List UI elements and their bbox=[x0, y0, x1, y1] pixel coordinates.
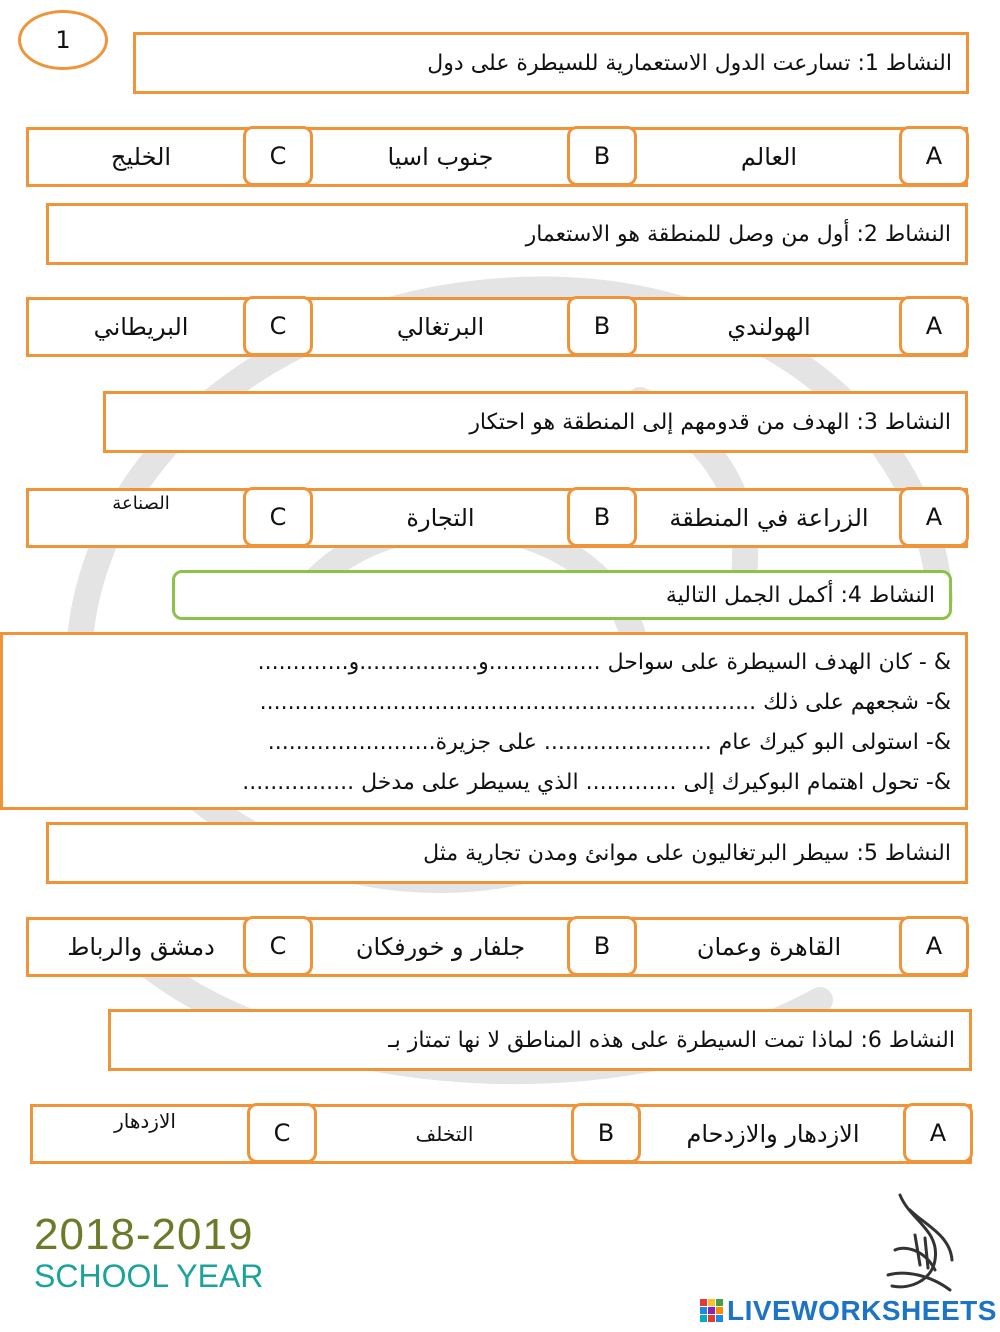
liveworksheets-logo[interactable] bbox=[700, 1295, 997, 1327]
activity-2-options bbox=[26, 297, 968, 357]
activity-4-line-4[interactable]: &- تحول اهتمام البوكيرك إلى ............. الذي يسيطر على مدخل ................ bbox=[242, 770, 951, 795]
activity-5-option-a-letter[interactable]: A bbox=[899, 916, 969, 976]
activity-3-option-c-letter[interactable]: C bbox=[243, 487, 313, 547]
activity-4-line-3[interactable]: &- استولى البو كيرك عام ........................ على جزيرة........................ bbox=[267, 730, 951, 755]
activity-6-option-a-letter[interactable]: A bbox=[903, 1103, 973, 1163]
footer-school-year: SCHOOL YEAR bbox=[34, 1258, 264, 1294]
activity-1-option-a[interactable]: العالم bbox=[740, 143, 798, 171]
activity-5-option-c[interactable]: دمشق والرباط bbox=[67, 933, 215, 961]
activity-6-option-c[interactable]: الازدهار bbox=[114, 1109, 176, 1133]
activity-6-option-a[interactable]: الازدهار والازدحام bbox=[686, 1120, 860, 1148]
activity-5-option-b[interactable]: جلفار و خورفكان bbox=[355, 933, 526, 961]
activity-2-option-b-letter[interactable]: B bbox=[567, 296, 637, 356]
activity-6-question bbox=[108, 1009, 972, 1071]
activity-1-option-c[interactable]: الخليج bbox=[110, 143, 172, 171]
activity-3-options bbox=[26, 488, 968, 548]
activity-5-question bbox=[46, 822, 968, 884]
activity-4-line-2[interactable]: &- شجعهم على ذلك ....................................................................... bbox=[259, 690, 951, 715]
activity-6-option-b[interactable]: التخلف bbox=[415, 1122, 474, 1146]
activity-1-options bbox=[26, 127, 968, 187]
activity-1-option-b[interactable]: جنوب اسيا bbox=[387, 143, 494, 171]
activity-3-option-c[interactable]: الصناعة bbox=[112, 493, 170, 514]
activity-3-option-b-letter[interactable]: B bbox=[567, 487, 637, 547]
activity-2-option-b[interactable]: البرتغالي bbox=[396, 313, 485, 341]
activity-2-question bbox=[46, 203, 968, 265]
activity-5-question-text: النشاط 5: سيطر البرتغاليون على موانئ ومدن تجارية مثل bbox=[423, 840, 951, 866]
activity-3-question bbox=[103, 391, 968, 453]
activity-6-option-c-letter[interactable]: C bbox=[247, 1103, 317, 1163]
activity-5-option-a[interactable]: القاهرة وعمان bbox=[696, 933, 842, 961]
activity-2-question-text: النشاط 2: أول من وصل للمنطقة هو الاستعمار bbox=[525, 221, 951, 247]
activity-1-question-text: النشاط 1: تسارعت الدول الاستعمارية للسيطرة على دول bbox=[427, 50, 952, 76]
activity-3-option-a-letter[interactable]: A bbox=[899, 487, 969, 547]
activity-2-option-c-letter[interactable]: C bbox=[243, 296, 313, 356]
activity-5-options bbox=[26, 917, 968, 977]
activity-1-option-a-letter[interactable]: A bbox=[899, 126, 969, 186]
activity-4-fill-in-box bbox=[0, 632, 968, 810]
calligraphy-logo-icon bbox=[880, 1190, 960, 1300]
page-number: 1 bbox=[55, 26, 71, 54]
activity-4-question-text: النشاط 4: أكمل الجمل التالية bbox=[665, 582, 935, 608]
activity-3-option-a[interactable]: الزراعة في المنطقة bbox=[669, 504, 869, 532]
activity-1-option-c-letter[interactable]: C bbox=[243, 126, 313, 186]
liveworksheets-mark-icon bbox=[700, 1299, 724, 1323]
activity-6-question-text: النشاط 6: لماذا تمت السيطرة على هذه المناطق لا نها تمتاز بـ bbox=[388, 1027, 955, 1053]
page-number-badge bbox=[18, 10, 108, 70]
activity-3-question-text: النشاط 3: الهدف من قدومهم إلى المنطقة هو احتكار bbox=[469, 409, 951, 435]
activity-5-option-c-letter[interactable]: C bbox=[243, 916, 313, 976]
activity-6-options bbox=[30, 1104, 972, 1164]
activity-4-question bbox=[172, 570, 952, 620]
activity-2-option-a-letter[interactable]: A bbox=[899, 296, 969, 356]
activity-5-option-b-letter[interactable]: B bbox=[567, 916, 637, 976]
activity-2-option-c[interactable]: البريطاني bbox=[93, 313, 189, 341]
activity-3-option-b[interactable]: التجارة bbox=[406, 504, 475, 532]
activity-6-option-b-letter[interactable]: B bbox=[571, 1103, 641, 1163]
brand-text: LIVEWORKSHEETS bbox=[727, 1295, 997, 1326]
activity-1-option-b-letter[interactable]: B bbox=[567, 126, 637, 186]
footer-year: 2018-2019 bbox=[34, 1210, 254, 1259]
activity-4-line-1[interactable]: & - كان الهدف السيطرة على سواحل ................و.................و............. bbox=[257, 650, 951, 675]
activity-1-question bbox=[133, 32, 969, 94]
activity-2-option-a[interactable]: الهولندي bbox=[727, 313, 811, 341]
